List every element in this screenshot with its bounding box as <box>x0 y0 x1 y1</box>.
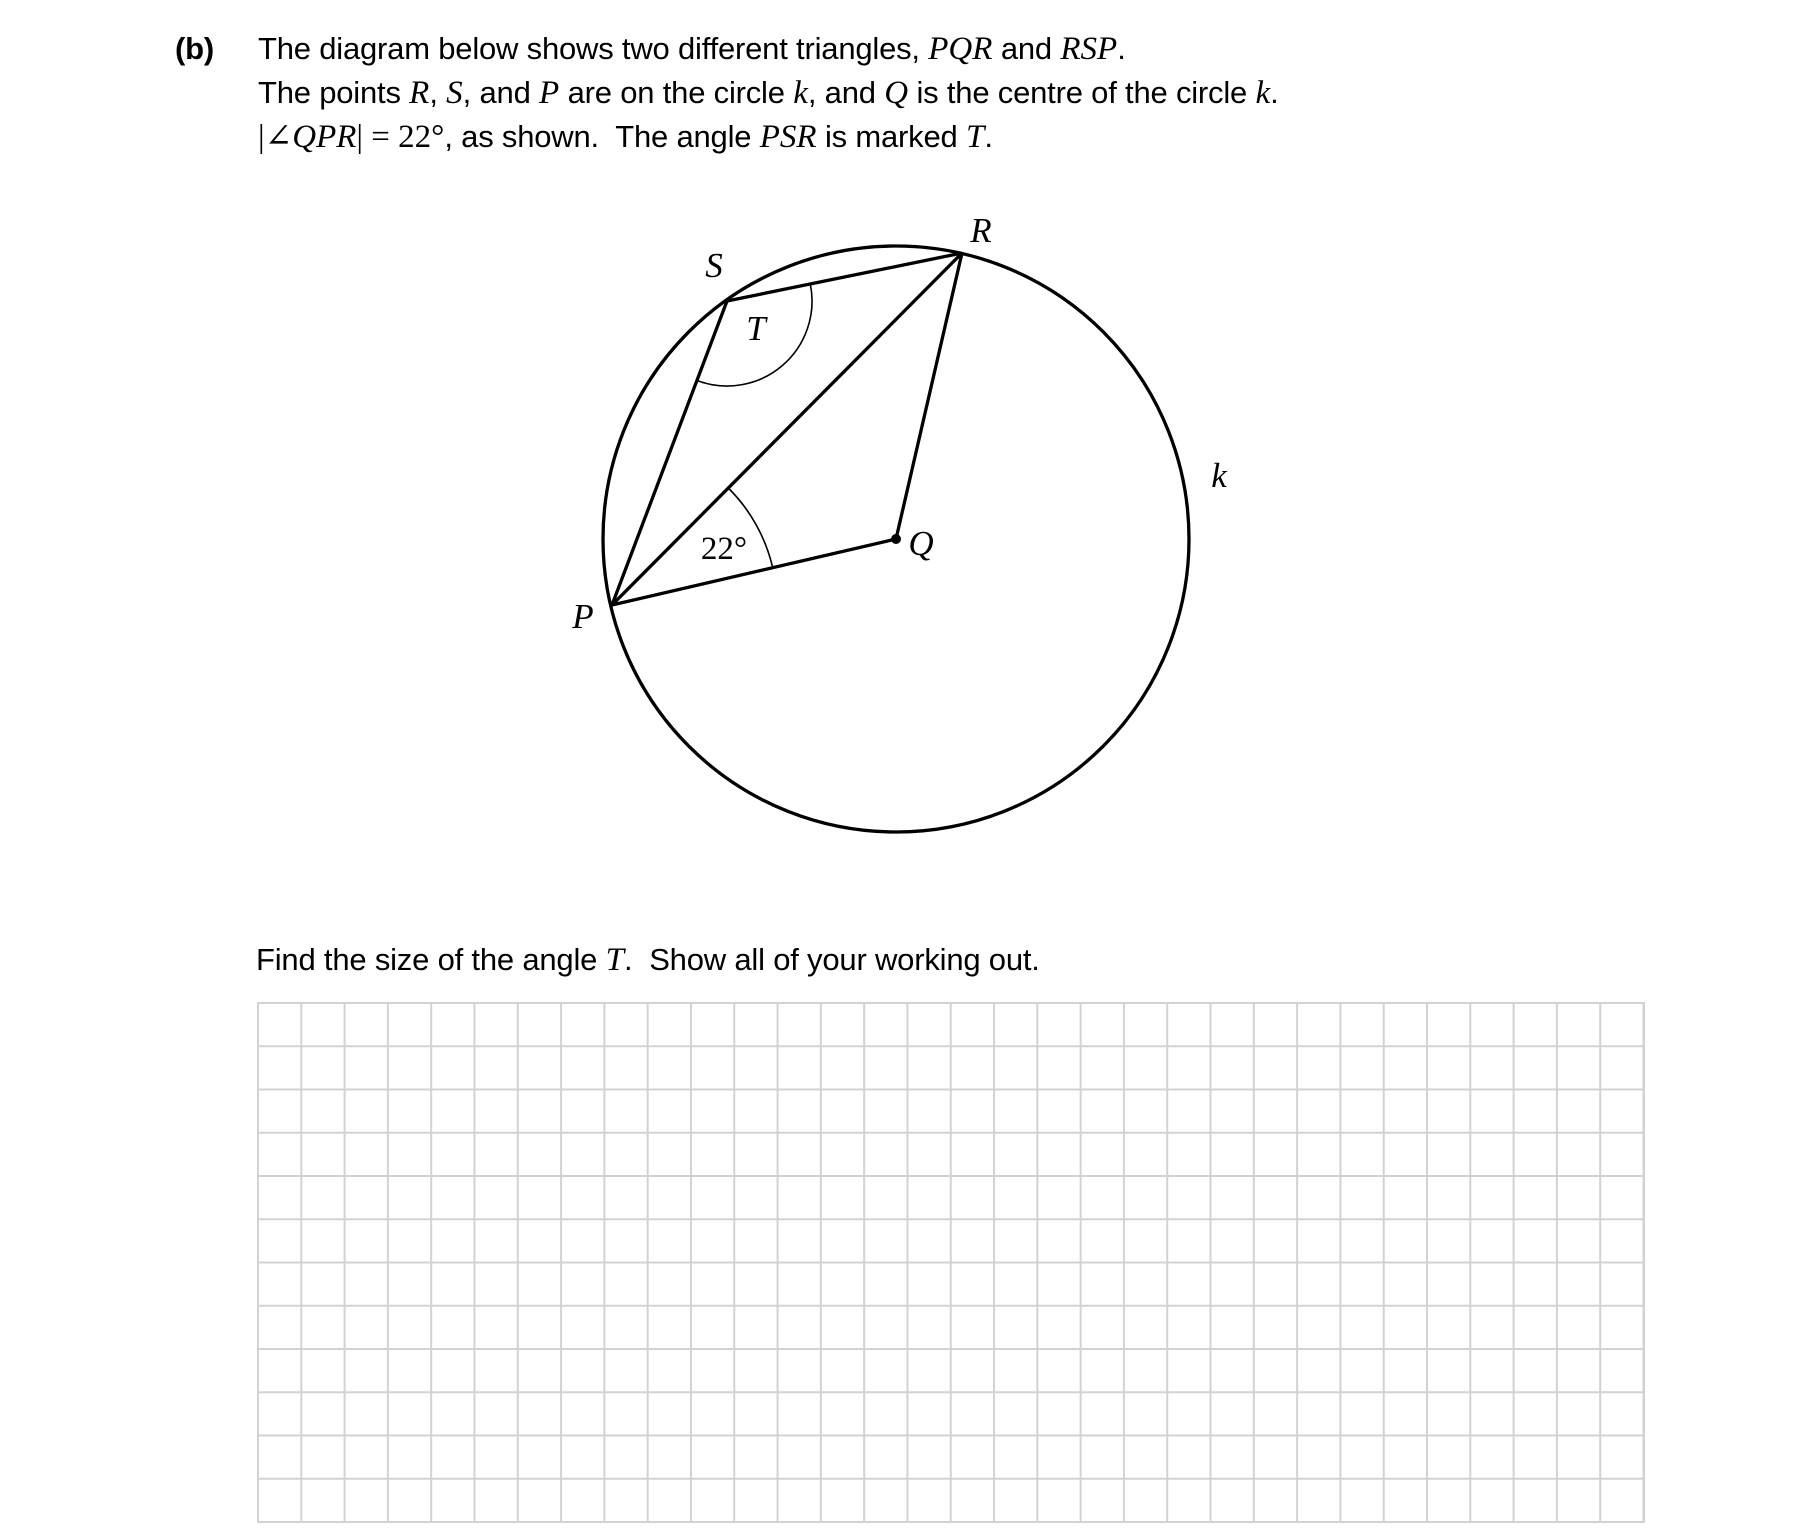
text-run: Find the size of the angle <box>256 942 606 977</box>
point-label-p: P <box>572 597 594 636</box>
math-var-t: T <box>965 119 985 155</box>
problem-line-2 <box>258 71 1279 115</box>
math-var-rsp: RSP <box>1060 31 1118 67</box>
text-run: . Show all of your working out. <box>623 942 1040 977</box>
point-label-r: R <box>970 211 992 250</box>
math-var-k2: k <box>1255 75 1271 111</box>
angle-label-t: T <box>746 309 766 348</box>
circle-label-k: k <box>1211 456 1227 495</box>
math-var-psr: PSR <box>759 119 817 155</box>
text-run: is marked <box>816 119 966 154</box>
math-var-t-prompt: T <box>605 942 624 978</box>
center-label-q: Q <box>908 524 934 563</box>
problem-line-3 <box>258 115 1279 159</box>
radius-qr <box>896 253 962 539</box>
text-run: , and <box>807 75 885 110</box>
text-run: , as shown. The angle <box>444 119 760 154</box>
problem-line-1 <box>258 27 1279 71</box>
text-run: are on the circle <box>559 75 794 110</box>
question-text-block <box>258 27 1279 159</box>
text-run: . <box>1270 75 1279 110</box>
question-part-label: (b) <box>175 31 214 66</box>
text-run: The points <box>258 75 410 110</box>
math-var-p: P <box>539 75 560 111</box>
math-var-k: k <box>793 75 808 111</box>
center-point-q <box>891 534 901 544</box>
text-run: The diagram below shows two different triangles, <box>258 31 929 66</box>
math-var-q: Q <box>884 75 909 111</box>
radius-pq <box>612 539 896 605</box>
text-run: , <box>429 75 447 110</box>
instruction-line <box>256 938 1040 982</box>
text-run: is the centre of the circle <box>908 75 1256 110</box>
working-out-grid <box>257 1002 1645 1523</box>
text-run: . <box>984 119 993 154</box>
text-run: . <box>1117 31 1126 66</box>
circle-diagram <box>500 185 1290 875</box>
math-var-qpr: QPR <box>292 119 357 155</box>
math-var-pqr: PQR <box>928 31 993 67</box>
text-run: and <box>992 31 1061 66</box>
math-var-r: R <box>409 75 430 111</box>
angle-value-label: 22° <box>700 531 748 567</box>
math-notation: |∠ <box>258 119 293 155</box>
math-var-s: S <box>446 75 463 111</box>
point-label-s: S <box>705 246 723 285</box>
text-run: , and <box>462 75 540 110</box>
math-notation-angle-value: | = 22° <box>356 119 445 155</box>
